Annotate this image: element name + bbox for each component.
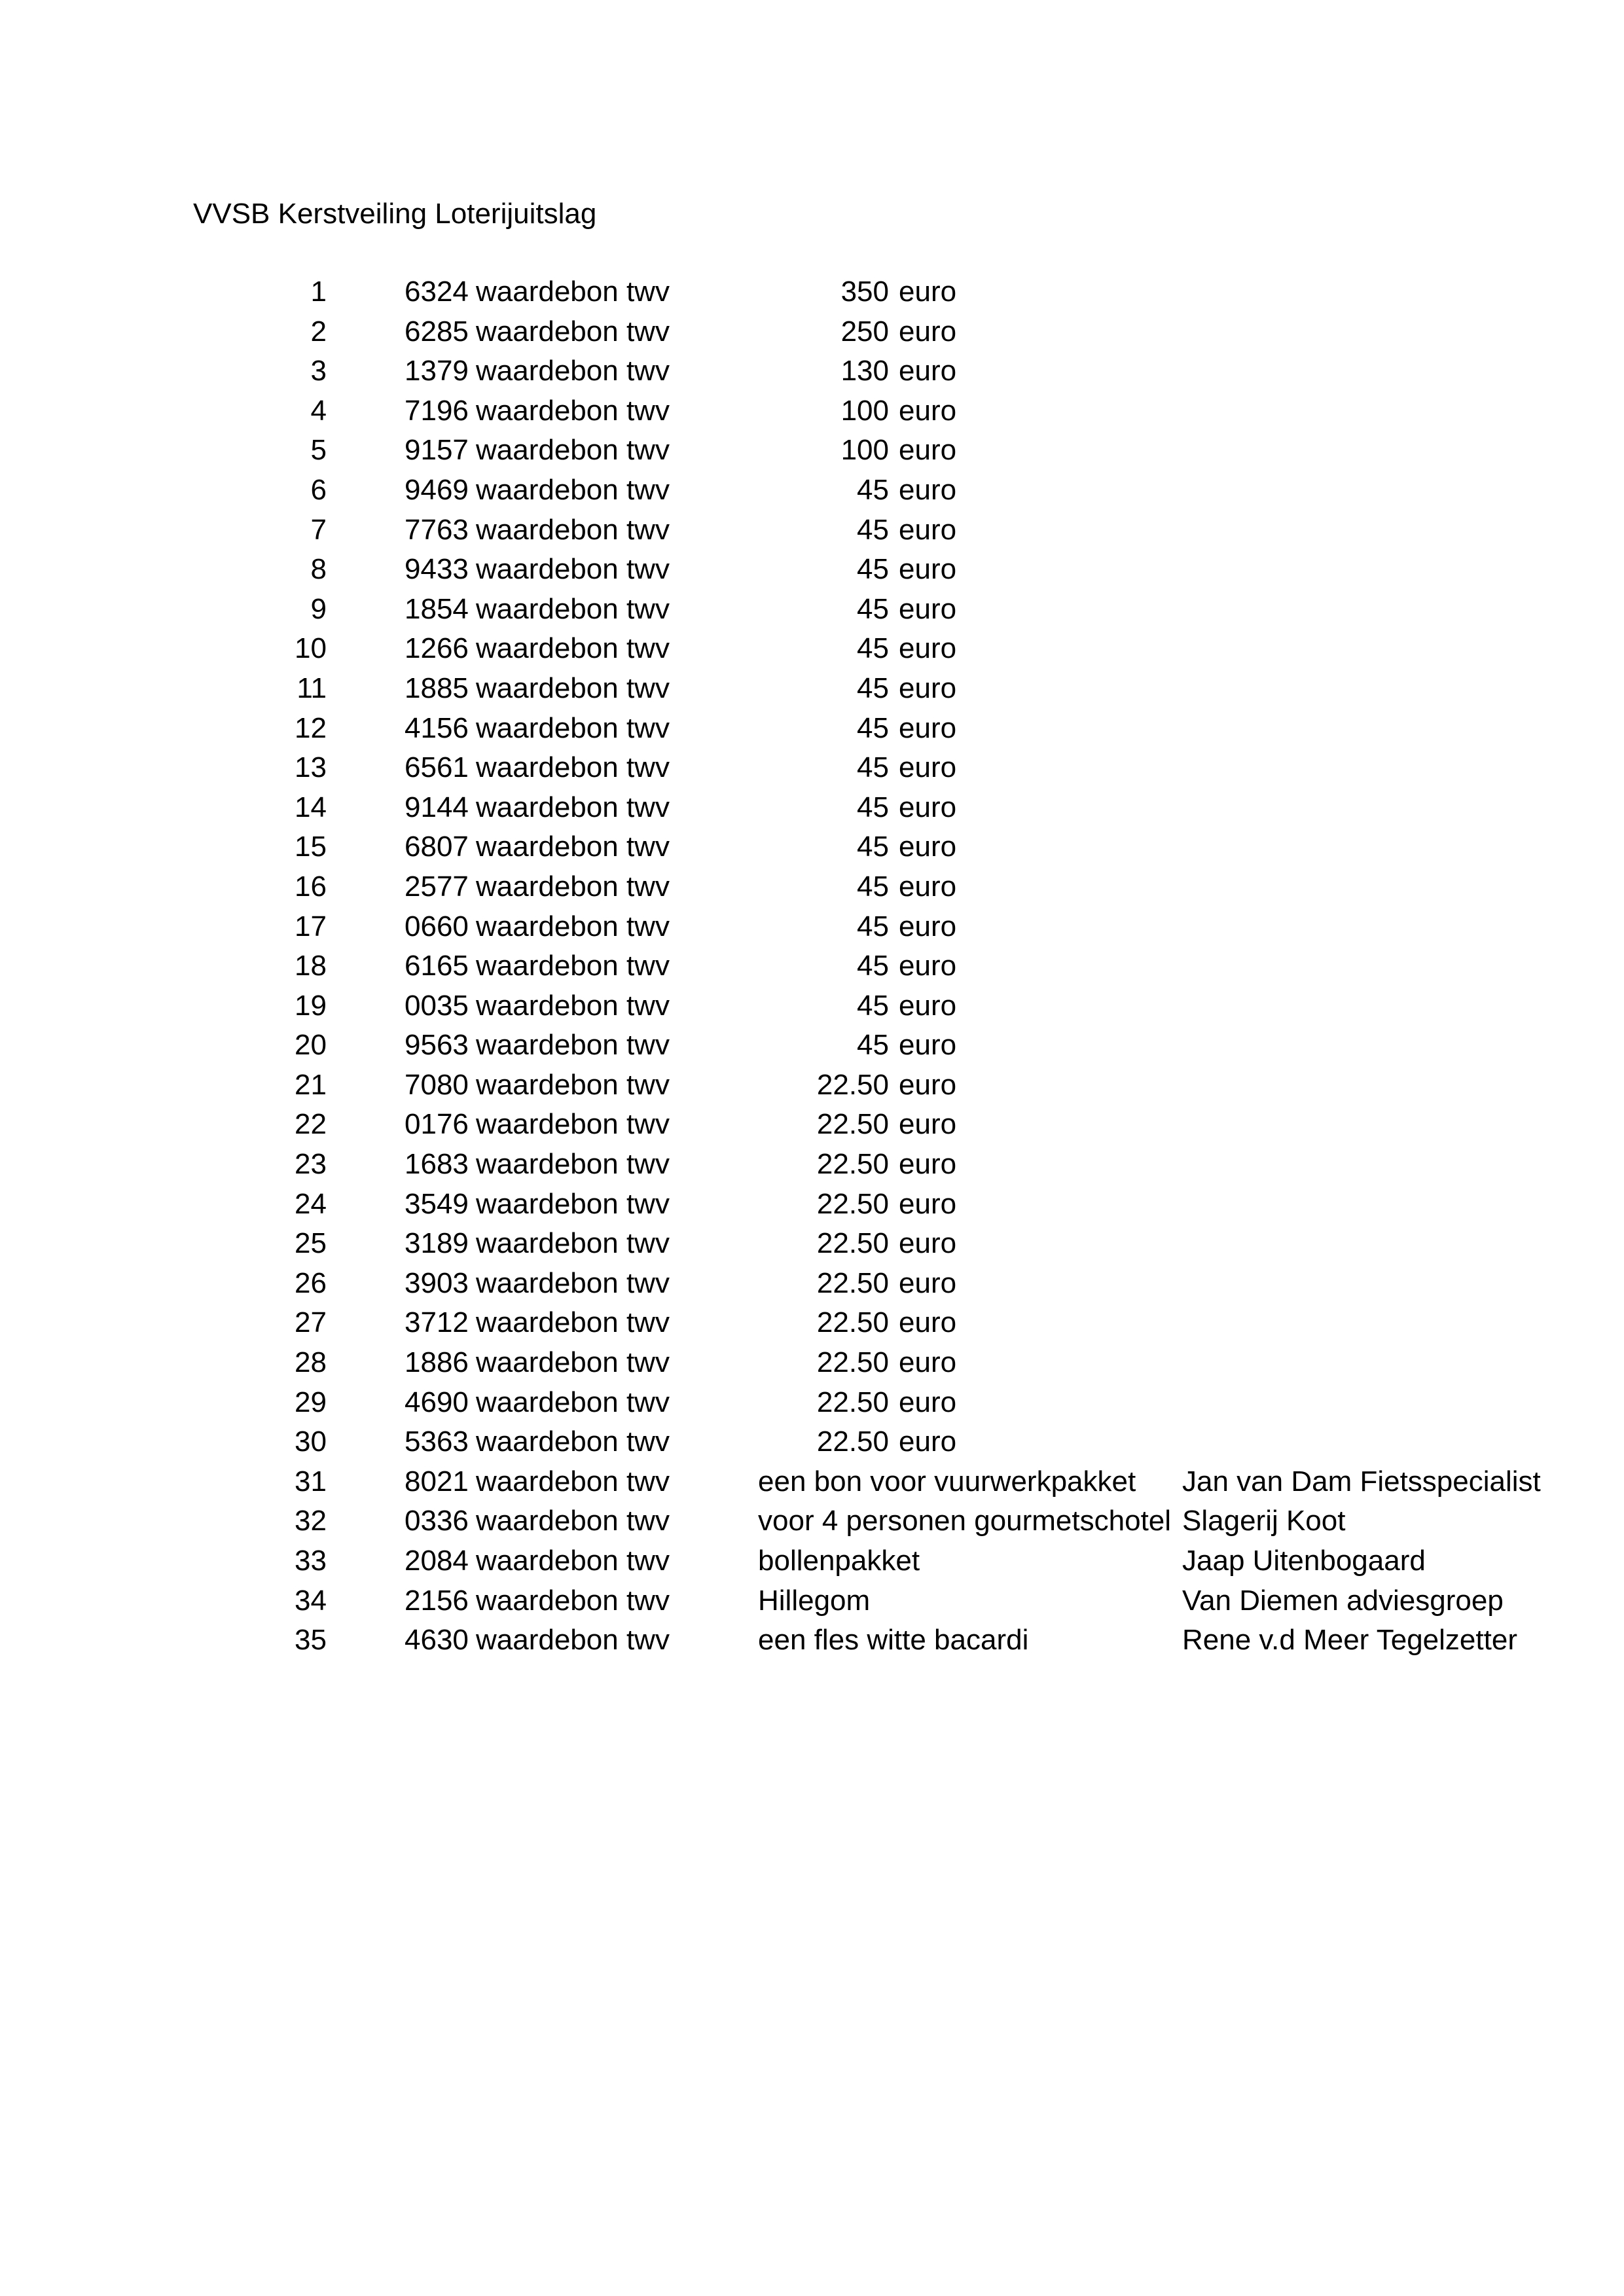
- amount-cell: 130: [840, 355, 889, 387]
- currency-cell: euro: [899, 394, 957, 427]
- description-cell: waardebon twv: [476, 751, 670, 784]
- table-row: [0, 1303, 1624, 1343]
- rank-cell: 5: [310, 434, 327, 467]
- amount-cell: 350: [840, 276, 889, 308]
- sponsor-cell: Slagerij Koot: [1182, 1505, 1346, 1537]
- rank-cell: 26: [295, 1266, 327, 1299]
- ticket-number-cell: 1266: [405, 632, 469, 665]
- currency-cell: euro: [899, 1187, 957, 1220]
- table-row: [0, 1383, 1624, 1423]
- ticket-number-cell: 6324: [405, 276, 469, 308]
- rank-cell: 25: [295, 1227, 327, 1260]
- table-row: [0, 1145, 1624, 1185]
- rank-cell: 32: [295, 1505, 327, 1537]
- amount-cell: 45: [857, 751, 889, 784]
- currency-cell: euro: [899, 1068, 957, 1101]
- rank-cell: 34: [295, 1584, 327, 1617]
- description-cell: waardebon twv: [476, 1266, 670, 1299]
- ticket-number-cell: 4690: [405, 1386, 469, 1418]
- table-row: [0, 1501, 1624, 1541]
- ticket-number-cell: 3189: [405, 1227, 469, 1260]
- currency-cell: euro: [899, 553, 957, 586]
- currency-cell: euro: [899, 1148, 957, 1181]
- ticket-number-cell: 1885: [405, 672, 469, 704]
- amount-cell: 22.50: [816, 1346, 889, 1379]
- rank-cell: 2: [310, 315, 327, 348]
- prize-cell: een bon voor vuurwerkpakket: [758, 1465, 1136, 1498]
- currency-cell: euro: [899, 831, 957, 863]
- rank-cell: 31: [295, 1465, 327, 1498]
- ticket-number-cell: 2577: [405, 870, 469, 903]
- description-cell: waardebon twv: [476, 831, 670, 863]
- table-row: [0, 867, 1624, 907]
- rank-cell: 19: [295, 989, 327, 1022]
- ticket-number-cell: 1379: [405, 355, 469, 387]
- description-cell: waardebon twv: [476, 1227, 670, 1260]
- amount-cell: 22.50: [816, 1187, 889, 1220]
- table-row: [0, 351, 1624, 391]
- amount-cell: 45: [857, 831, 889, 863]
- results-table: [0, 272, 1624, 1660]
- table-row: [0, 1224, 1624, 1264]
- table-row: [0, 629, 1624, 669]
- currency-cell: euro: [899, 355, 957, 387]
- currency-cell: euro: [899, 751, 957, 784]
- ticket-number-cell: 9144: [405, 791, 469, 823]
- ticket-number-cell: 1683: [405, 1148, 469, 1181]
- currency-cell: euro: [899, 1426, 957, 1458]
- description-cell: waardebon twv: [476, 950, 670, 982]
- prize-cell: bollenpakket: [758, 1545, 920, 1577]
- table-row: [0, 272, 1624, 312]
- table-row: [0, 1066, 1624, 1105]
- description-cell: waardebon twv: [476, 1346, 670, 1379]
- description-cell: waardebon twv: [476, 473, 670, 506]
- amount-cell: 45: [857, 950, 889, 982]
- amount-cell: 45: [857, 513, 889, 546]
- currency-cell: euro: [899, 1227, 957, 1260]
- description-cell: waardebon twv: [476, 1148, 670, 1181]
- table-row: [0, 709, 1624, 749]
- ticket-number-cell: 7196: [405, 394, 469, 427]
- description-cell: waardebon twv: [476, 1029, 670, 1062]
- prize-cell: voor 4 personen gourmetschotel: [758, 1505, 1172, 1537]
- rank-cell: 14: [295, 791, 327, 823]
- ticket-number-cell: 2156: [405, 1584, 469, 1617]
- rank-cell: 10: [295, 632, 327, 665]
- currency-cell: euro: [899, 1108, 957, 1141]
- description-cell: waardebon twv: [476, 513, 670, 546]
- amount-cell: 45: [857, 989, 889, 1022]
- amount-cell: 22.50: [816, 1227, 889, 1260]
- currency-cell: euro: [899, 910, 957, 942]
- table-row: [0, 1105, 1624, 1145]
- ticket-number-cell: 0035: [405, 989, 469, 1022]
- currency-cell: euro: [899, 791, 957, 823]
- prize-cell: Hillegom: [758, 1584, 871, 1617]
- description-cell: waardebon twv: [476, 1068, 670, 1101]
- table-row: [0, 391, 1624, 431]
- sponsor-cell: Jaap Uitenbogaard: [1182, 1545, 1426, 1577]
- sponsor-cell: Jan van Dam Fietsspecialist: [1182, 1465, 1541, 1498]
- description-cell: waardebon twv: [476, 672, 670, 704]
- table-row: [0, 1581, 1624, 1621]
- ticket-number-cell: 7080: [405, 1068, 469, 1101]
- table-row: [0, 1264, 1624, 1304]
- rank-cell: 21: [295, 1068, 327, 1101]
- amount-cell: 22.50: [816, 1386, 889, 1418]
- description-cell: waardebon twv: [476, 592, 670, 625]
- amount-cell: 22.50: [816, 1148, 889, 1181]
- description-cell: waardebon twv: [476, 315, 670, 348]
- rank-cell: 27: [295, 1306, 327, 1339]
- currency-cell: euro: [899, 315, 957, 348]
- rank-cell: 8: [310, 553, 327, 586]
- rank-cell: 18: [295, 950, 327, 982]
- amount-cell: 22.50: [816, 1266, 889, 1299]
- description-cell: waardebon twv: [476, 1584, 670, 1617]
- amount-cell: 45: [857, 711, 889, 744]
- currency-cell: euro: [899, 276, 957, 308]
- ticket-number-cell: 3903: [405, 1266, 469, 1299]
- ticket-number-cell: 1886: [405, 1346, 469, 1379]
- rank-cell: 22: [295, 1108, 327, 1141]
- ticket-number-cell: 7763: [405, 513, 469, 546]
- table-row: [0, 788, 1624, 828]
- description-cell: waardebon twv: [476, 870, 670, 903]
- currency-cell: euro: [899, 592, 957, 625]
- sponsor-cell: Van Diemen adviesgroep: [1182, 1584, 1504, 1617]
- ticket-number-cell: 3549: [405, 1187, 469, 1220]
- ticket-number-cell: 6165: [405, 950, 469, 982]
- table-row: [0, 1541, 1624, 1581]
- amount-cell: 100: [840, 394, 889, 427]
- currency-cell: euro: [899, 989, 957, 1022]
- description-cell: waardebon twv: [476, 791, 670, 823]
- ticket-number-cell: 9433: [405, 553, 469, 586]
- currency-cell: euro: [899, 1029, 957, 1062]
- ticket-number-cell: 9157: [405, 434, 469, 467]
- table-row: [0, 1343, 1624, 1383]
- table-row: [0, 511, 1624, 550]
- table-row: [0, 1026, 1624, 1066]
- amount-cell: 45: [857, 910, 889, 942]
- table-row: [0, 590, 1624, 630]
- rank-cell: 16: [295, 870, 327, 903]
- description-cell: waardebon twv: [476, 355, 670, 387]
- description-cell: waardebon twv: [476, 989, 670, 1022]
- currency-cell: euro: [899, 711, 957, 744]
- table-row: [0, 1462, 1624, 1502]
- amount-cell: 45: [857, 870, 889, 903]
- ticket-number-cell: 9469: [405, 473, 469, 506]
- rank-cell: 6: [310, 473, 327, 506]
- currency-cell: euro: [899, 1306, 957, 1339]
- description-cell: waardebon twv: [476, 1187, 670, 1220]
- description-cell: waardebon twv: [476, 1465, 670, 1498]
- currency-cell: euro: [899, 434, 957, 467]
- currency-cell: euro: [899, 1386, 957, 1418]
- rank-cell: 13: [295, 751, 327, 784]
- description-cell: waardebon twv: [476, 1386, 670, 1418]
- rank-cell: 7: [310, 513, 327, 546]
- page-title: VVSB Kerstveiling Loterijuitslag: [193, 198, 597, 230]
- ticket-number-cell: 6807: [405, 831, 469, 863]
- description-cell: waardebon twv: [476, 1505, 670, 1537]
- amount-cell: 22.50: [816, 1306, 889, 1339]
- description-cell: waardebon twv: [476, 910, 670, 942]
- rank-cell: 17: [295, 910, 327, 942]
- description-cell: waardebon twv: [476, 632, 670, 665]
- table-row: [0, 550, 1624, 590]
- amount-cell: 22.50: [816, 1108, 889, 1141]
- description-cell: waardebon twv: [476, 276, 670, 308]
- amount-cell: 22.50: [816, 1426, 889, 1458]
- ticket-number-cell: 3712: [405, 1306, 469, 1339]
- amount-cell: 22.50: [816, 1068, 889, 1101]
- rank-cell: 9: [310, 592, 327, 625]
- table-row: [0, 827, 1624, 867]
- currency-cell: euro: [899, 672, 957, 704]
- currency-cell: euro: [899, 870, 957, 903]
- rank-cell: 4: [310, 394, 327, 427]
- table-row: [0, 431, 1624, 471]
- amount-cell: 45: [857, 632, 889, 665]
- ticket-number-cell: 1854: [405, 592, 469, 625]
- currency-cell: euro: [899, 513, 957, 546]
- amount-cell: 45: [857, 473, 889, 506]
- amount-cell: 45: [857, 553, 889, 586]
- ticket-number-cell: 0176: [405, 1108, 469, 1141]
- amount-cell: 100: [840, 434, 889, 467]
- description-cell: waardebon twv: [476, 1108, 670, 1141]
- ticket-number-cell: 0660: [405, 910, 469, 942]
- amount-cell: 45: [857, 791, 889, 823]
- currency-cell: euro: [899, 950, 957, 982]
- description-cell: waardebon twv: [476, 434, 670, 467]
- rank-cell: 11: [297, 672, 327, 704]
- amount-cell: 45: [857, 672, 889, 704]
- rank-cell: 29: [295, 1386, 327, 1418]
- ticket-number-cell: 8021: [405, 1465, 469, 1498]
- table-row: [0, 986, 1624, 1026]
- description-cell: waardebon twv: [476, 1624, 670, 1657]
- table-row: [0, 1185, 1624, 1225]
- table-row: [0, 669, 1624, 709]
- prize-cell: een fles witte bacardi: [758, 1624, 1029, 1657]
- rank-cell: 15: [295, 831, 327, 863]
- rank-cell: 12: [295, 711, 327, 744]
- currency-cell: euro: [899, 632, 957, 665]
- amount-cell: 250: [840, 315, 889, 348]
- amount-cell: 45: [857, 592, 889, 625]
- rank-cell: 33: [295, 1545, 327, 1577]
- currency-cell: euro: [899, 473, 957, 506]
- currency-cell: euro: [899, 1346, 957, 1379]
- description-cell: waardebon twv: [476, 1545, 670, 1577]
- rank-cell: 28: [295, 1346, 327, 1379]
- table-row: [0, 1422, 1624, 1462]
- description-cell: waardebon twv: [476, 1306, 670, 1339]
- table-row: [0, 748, 1624, 788]
- rank-cell: 20: [295, 1029, 327, 1062]
- rank-cell: 24: [295, 1187, 327, 1220]
- table-row: [0, 907, 1624, 947]
- ticket-number-cell: 5363: [405, 1426, 469, 1458]
- rank-cell: 30: [295, 1426, 327, 1458]
- amount-cell: 45: [857, 1029, 889, 1062]
- table-row: [0, 471, 1624, 511]
- ticket-number-cell: 6561: [405, 751, 469, 784]
- table-row: [0, 1621, 1624, 1660]
- description-cell: waardebon twv: [476, 711, 670, 744]
- ticket-number-cell: 6285: [405, 315, 469, 348]
- description-cell: waardebon twv: [476, 553, 670, 586]
- ticket-number-cell: 2084: [405, 1545, 469, 1577]
- ticket-number-cell: 4156: [405, 711, 469, 744]
- sponsor-cell: Rene v.d Meer Tegelzetter: [1182, 1624, 1517, 1657]
- ticket-number-cell: 9563: [405, 1029, 469, 1062]
- rank-cell: 35: [295, 1624, 327, 1657]
- ticket-number-cell: 0336: [405, 1505, 469, 1537]
- description-cell: waardebon twv: [476, 394, 670, 427]
- rank-cell: 3: [310, 355, 327, 387]
- rank-cell: 23: [295, 1148, 327, 1181]
- table-row: [0, 946, 1624, 986]
- ticket-number-cell: 4630: [405, 1624, 469, 1657]
- rank-cell: 1: [310, 276, 327, 308]
- description-cell: waardebon twv: [476, 1426, 670, 1458]
- currency-cell: euro: [899, 1266, 957, 1299]
- table-row: [0, 312, 1624, 352]
